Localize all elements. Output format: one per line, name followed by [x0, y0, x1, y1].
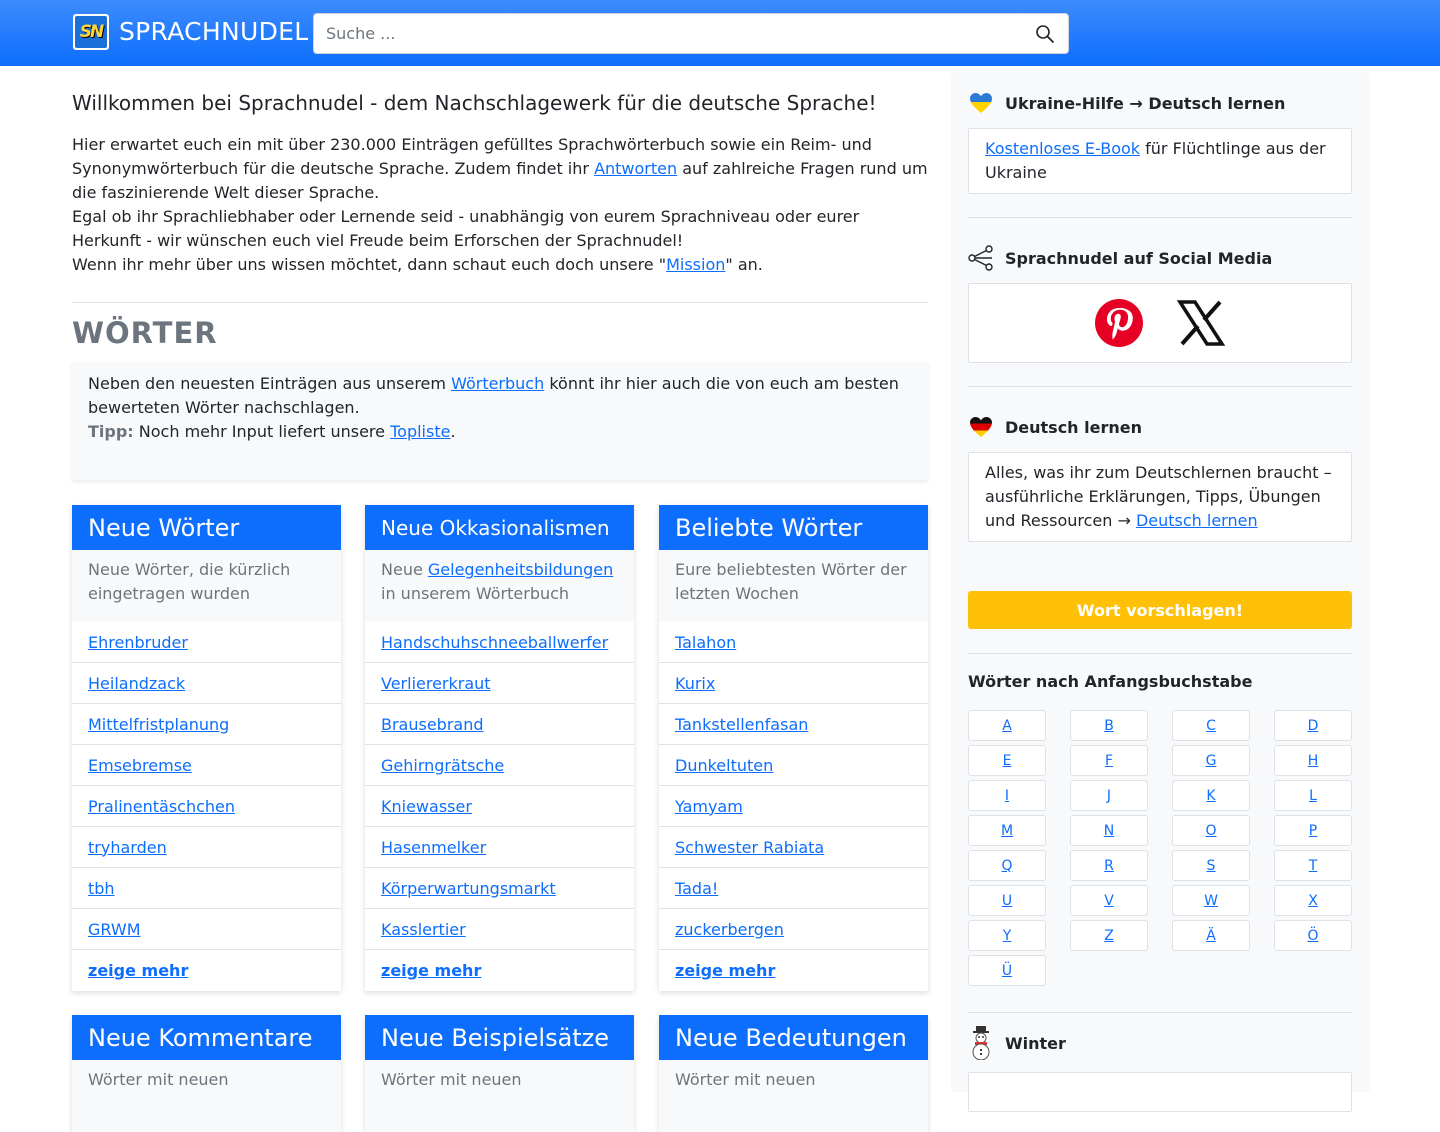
card-subtitle: Wörter mit neuen [72, 1060, 341, 1132]
word-link[interactable]: Ehrenbruder [88, 632, 188, 652]
card-new-words [72, 505, 341, 991]
letter-link[interactable]: I [1004, 787, 1010, 804]
info-text-part: könnt ihr hier auch die von euch am besten bewerteten Wörter nachschlagen. [88, 374, 899, 417]
list-item [659, 868, 928, 909]
letter-button [968, 745, 1046, 776]
letter-button [1274, 920, 1352, 951]
word-link[interactable]: Tankstellenfasan [675, 714, 809, 734]
list-item [365, 909, 634, 950]
divider [968, 1012, 1352, 1013]
winter-heading [968, 1030, 1066, 1056]
letter-link[interactable]: T [1308, 857, 1318, 874]
card-title: Beliebte Wörter [659, 505, 928, 550]
list-item [365, 704, 634, 745]
tip-text-part: Noch mehr Input liefert unsere [133, 422, 391, 441]
letter-button [968, 780, 1046, 811]
intro-text-part: Hier erwartet euch ein mit über 230.000 Einträgen gefülltes Sprachwörterbuch sowie ein Reim- und Synonymwörterbuch für die deutsche Sprache. Zudem findet ihr [72, 135, 872, 178]
divider [968, 386, 1352, 387]
card-subtitle: Wörter mit neuen [365, 1060, 634, 1132]
intro-text-part: " an. [725, 255, 763, 274]
letter-link[interactable]: E [1002, 752, 1012, 769]
toplist-link[interactable]: Topliste [390, 422, 451, 441]
snowman-icon [968, 1030, 994, 1056]
x-twitter-icon[interactable] [1177, 299, 1225, 354]
letter-link[interactable]: M [1000, 822, 1014, 839]
card-subtitle-part: Neue [381, 560, 428, 579]
card-popular-words [659, 505, 928, 991]
letter-link[interactable]: P [1308, 822, 1318, 839]
letter-link[interactable]: A [1002, 717, 1012, 734]
divider [72, 302, 928, 303]
show-more-link[interactable]: zeige mehr [381, 961, 482, 980]
word-list [365, 622, 634, 991]
card-title: Neue Bedeutungen [659, 1015, 928, 1060]
word-link[interactable]: Kurix [675, 673, 716, 693]
word-link[interactable]: tryharden [88, 837, 167, 857]
info-text-part: Neben den neuesten Einträgen aus unserem [88, 374, 452, 393]
letter-button [968, 850, 1046, 881]
word-link[interactable]: Dunkeltuten [675, 755, 774, 775]
info-text [88, 372, 912, 420]
intro-paragraph [72, 253, 932, 277]
letter-button [968, 815, 1046, 846]
suggest-word-button[interactable]: Wort vorschlagen! [968, 591, 1352, 629]
ukraine-heading [968, 90, 1285, 116]
tip-text [88, 420, 912, 444]
intro-paragraph: Egal ob ihr Sprachliebhaber oder Lernende seid - unabhängig von eurem Sprachniveau oder eurer Herkunft - wir wünschen euch viel Freude beim Erforschen der Sprachnudel! [72, 207, 860, 250]
letter-link[interactable]: C [1206, 717, 1216, 734]
logo-mark: SN [75, 16, 107, 48]
pinterest-icon[interactable] [1095, 299, 1143, 354]
card-title: Neue Wörter [72, 505, 341, 550]
card-title: Neue Beispielsätze [365, 1015, 634, 1060]
word-link[interactable]: Kasslertier [381, 919, 466, 939]
letter-button [1274, 815, 1352, 846]
list-item [659, 827, 928, 868]
list-item [659, 663, 928, 704]
letter-button [1070, 710, 1148, 741]
list-item [365, 745, 634, 786]
word-link[interactable]: Schwester Rabiata [675, 837, 825, 857]
letter-button [968, 920, 1046, 951]
card-subtitle-part: in unserem Wörterbuch [381, 584, 570, 603]
social-box [968, 283, 1352, 363]
intro-paragraph [72, 133, 932, 205]
social-heading [968, 245, 1272, 271]
letter-link[interactable]: L [1309, 787, 1317, 804]
list-item [365, 622, 634, 663]
show-more-link[interactable]: zeige mehr [88, 961, 189, 980]
letter-link[interactable]: Ü [1001, 962, 1013, 979]
card-title: Neue Okkasionalismen [365, 505, 634, 550]
word-link[interactable]: Hasenmelker [381, 837, 487, 857]
brand-name[interactable]: SPRACHNUDEL [119, 17, 309, 46]
letter-button [968, 955, 1046, 986]
section-title: WÖRTER [72, 316, 218, 350]
letter-link[interactable]: V [1104, 892, 1114, 909]
list-item [659, 909, 928, 950]
letter-link[interactable]: F [1104, 752, 1114, 769]
word-link[interactable]: Brausebrand [381, 714, 484, 734]
list-item [72, 704, 341, 745]
nonce-words-link[interactable]: Gelegenheitsbildungen [427, 560, 614, 579]
word-link[interactable]: GRWM [88, 919, 141, 939]
ukraine-box [968, 128, 1352, 194]
winter-title: Winter [1005, 1033, 1066, 1053]
search-icon[interactable] [1034, 23, 1056, 45]
social-title: Sprachnudel auf Social Media [1005, 248, 1273, 268]
learn-german-title: Deutsch lernen [1005, 417, 1142, 437]
list-item [72, 745, 341, 786]
letter-button [1070, 745, 1148, 776]
word-link[interactable]: zuckerbergen [675, 919, 784, 939]
card-subtitle: Wörter mit neuen [659, 1060, 928, 1132]
letter-button [1274, 710, 1352, 741]
word-link[interactable]: Handschuhschneeballwerfer [381, 632, 609, 652]
letter-button [1172, 780, 1250, 811]
word-link[interactable]: Talahon [675, 632, 737, 652]
list-item [72, 950, 341, 991]
list-item [659, 786, 928, 827]
letter-button [1172, 815, 1250, 846]
letters-title: Wörter nach Anfangsbuchstabe [968, 672, 1253, 691]
letters-heading [968, 672, 1252, 691]
card-new-example-sentences [365, 1015, 634, 1132]
info-box [72, 362, 928, 480]
letter-link[interactable]: Y [1002, 927, 1012, 944]
ukraine-text: für Flüchtlinge aus der Ukraine [985, 139, 1326, 182]
letter-link[interactable]: N [1103, 822, 1115, 839]
dictionary-link[interactable]: Wörterbuch [451, 374, 545, 393]
intro-text [72, 133, 932, 277]
card-new-comments [72, 1015, 341, 1132]
letter-button [1172, 745, 1250, 776]
sidebar [951, 72, 1370, 1092]
word-link[interactable]: Pralinentäschchen [88, 796, 236, 816]
word-link[interactable]: Kniewasser [381, 796, 472, 816]
list-item [365, 950, 634, 991]
divider [968, 653, 1352, 654]
letter-button [1070, 850, 1148, 881]
card-title: Neue Kommentare [72, 1015, 341, 1060]
word-link[interactable]: Emsebremse [88, 755, 192, 775]
letter-button [1070, 885, 1148, 916]
list-item [72, 663, 341, 704]
letter-button [968, 710, 1046, 741]
card-subtitle [365, 550, 634, 622]
letter-link[interactable]: B [1104, 717, 1114, 734]
letter-button [1070, 815, 1148, 846]
ukraine-title: Ukraine-Hilfe → Deutsch lernen [1005, 93, 1286, 113]
letter-link[interactable]: H [1307, 752, 1319, 769]
mission-link[interactable]: Mission [666, 255, 726, 274]
list-item [72, 786, 341, 827]
list-item [659, 950, 928, 991]
letter-button [1274, 780, 1352, 811]
list-item [72, 622, 341, 663]
letter-link[interactable]: X [1308, 892, 1318, 909]
letter-button [1172, 920, 1250, 951]
germany-heart-icon [968, 414, 994, 440]
letter-link[interactable]: G [1205, 752, 1217, 769]
letter-link[interactable]: Ö [1307, 927, 1319, 944]
intro-text-part: Wenn ihr mehr über uns wissen möchtet, dann schaut euch doch unsere " [72, 255, 667, 274]
card-new-meanings [659, 1015, 928, 1132]
list-item [365, 868, 634, 909]
divider [968, 217, 1352, 218]
learn-german-heading [968, 414, 1142, 440]
winter-box [968, 1072, 1352, 1112]
word-link[interactable]: Yamyam [675, 796, 743, 816]
intro-text-part: auf zahlreiche Fragen rund um die faszinierende Welt dieser Sprache. [72, 159, 928, 202]
site-logo[interactable] [73, 14, 109, 50]
ukraine-heart-icon [968, 90, 994, 116]
letter-button [1274, 885, 1352, 916]
list-item [365, 786, 634, 827]
letter-button [1172, 710, 1250, 741]
answers-link[interactable]: Antworten [594, 159, 678, 178]
card-new-occasionalisms [365, 505, 634, 991]
letter-link[interactable]: W [1204, 892, 1218, 909]
letter-link[interactable]: Q [1001, 857, 1013, 874]
letter-link[interactable]: Z [1104, 927, 1114, 944]
show-more-link[interactable]: zeige mehr [675, 961, 776, 980]
letter-link[interactable]: R [1104, 857, 1114, 874]
letter-link[interactable]: Ä [1206, 927, 1216, 944]
card-subtitle: Eure beliebtesten Wörter der letzten Wochen [659, 550, 928, 622]
list-item [72, 868, 341, 909]
tip-label: Tipp: [88, 422, 134, 441]
tip-text-part: . [450, 422, 456, 441]
word-link[interactable]: Mittelfristplanung [88, 714, 230, 734]
welcome-title: Willkommen bei Sprachnudel - dem Nachschlagewerk für die deutsche Sprache! [72, 91, 877, 115]
word-link[interactable]: Gehirngrätsche [381, 755, 505, 775]
ebook-link[interactable]: Kostenloses E-Book [985, 139, 1141, 158]
list-item [365, 827, 634, 868]
letter-button [1172, 885, 1250, 916]
word-link[interactable]: Tada! [675, 878, 719, 898]
word-link[interactable]: Verliererkraut [381, 673, 491, 693]
word-list [659, 622, 928, 991]
list-item [659, 704, 928, 745]
learn-german-link[interactable]: Deutsch lernen [1135, 511, 1258, 530]
search-bar [313, 13, 1069, 54]
letter-button [1274, 850, 1352, 881]
navbar [0, 0, 1440, 66]
letter-link[interactable]: U [1001, 892, 1013, 909]
letter-link[interactable]: O [1205, 822, 1217, 839]
letter-button [1172, 850, 1250, 881]
learn-german-box [968, 452, 1352, 542]
learn-german-text: Alles, was ihr zum Deutschlernen braucht – ausführliche Erklärungen, Tipps, Übungen und Ressourcen → [985, 463, 1332, 530]
word-link[interactable]: tbh [88, 878, 115, 898]
letter-button [1274, 745, 1352, 776]
letter-button [1070, 780, 1148, 811]
card-subtitle: Neue Wörter, die kürzlich eingetragen wurden [72, 550, 341, 622]
letter-link[interactable]: J [1106, 787, 1112, 804]
list-item [659, 622, 928, 663]
share-icon [968, 245, 994, 271]
word-list [72, 622, 341, 991]
letter-link[interactable]: S [1206, 857, 1216, 874]
list-item [72, 909, 341, 950]
letter-link[interactable]: K [1206, 787, 1216, 804]
list-item [72, 827, 341, 868]
letter-link[interactable]: D [1307, 717, 1319, 734]
list-item [659, 745, 928, 786]
letter-button [1070, 920, 1148, 951]
search-input[interactable] [314, 14, 1038, 53]
word-link[interactable]: Heilandzack [88, 673, 186, 693]
word-link[interactable]: Körperwartungsmarkt [381, 878, 556, 898]
list-item [365, 663, 634, 704]
letter-button [968, 885, 1046, 916]
